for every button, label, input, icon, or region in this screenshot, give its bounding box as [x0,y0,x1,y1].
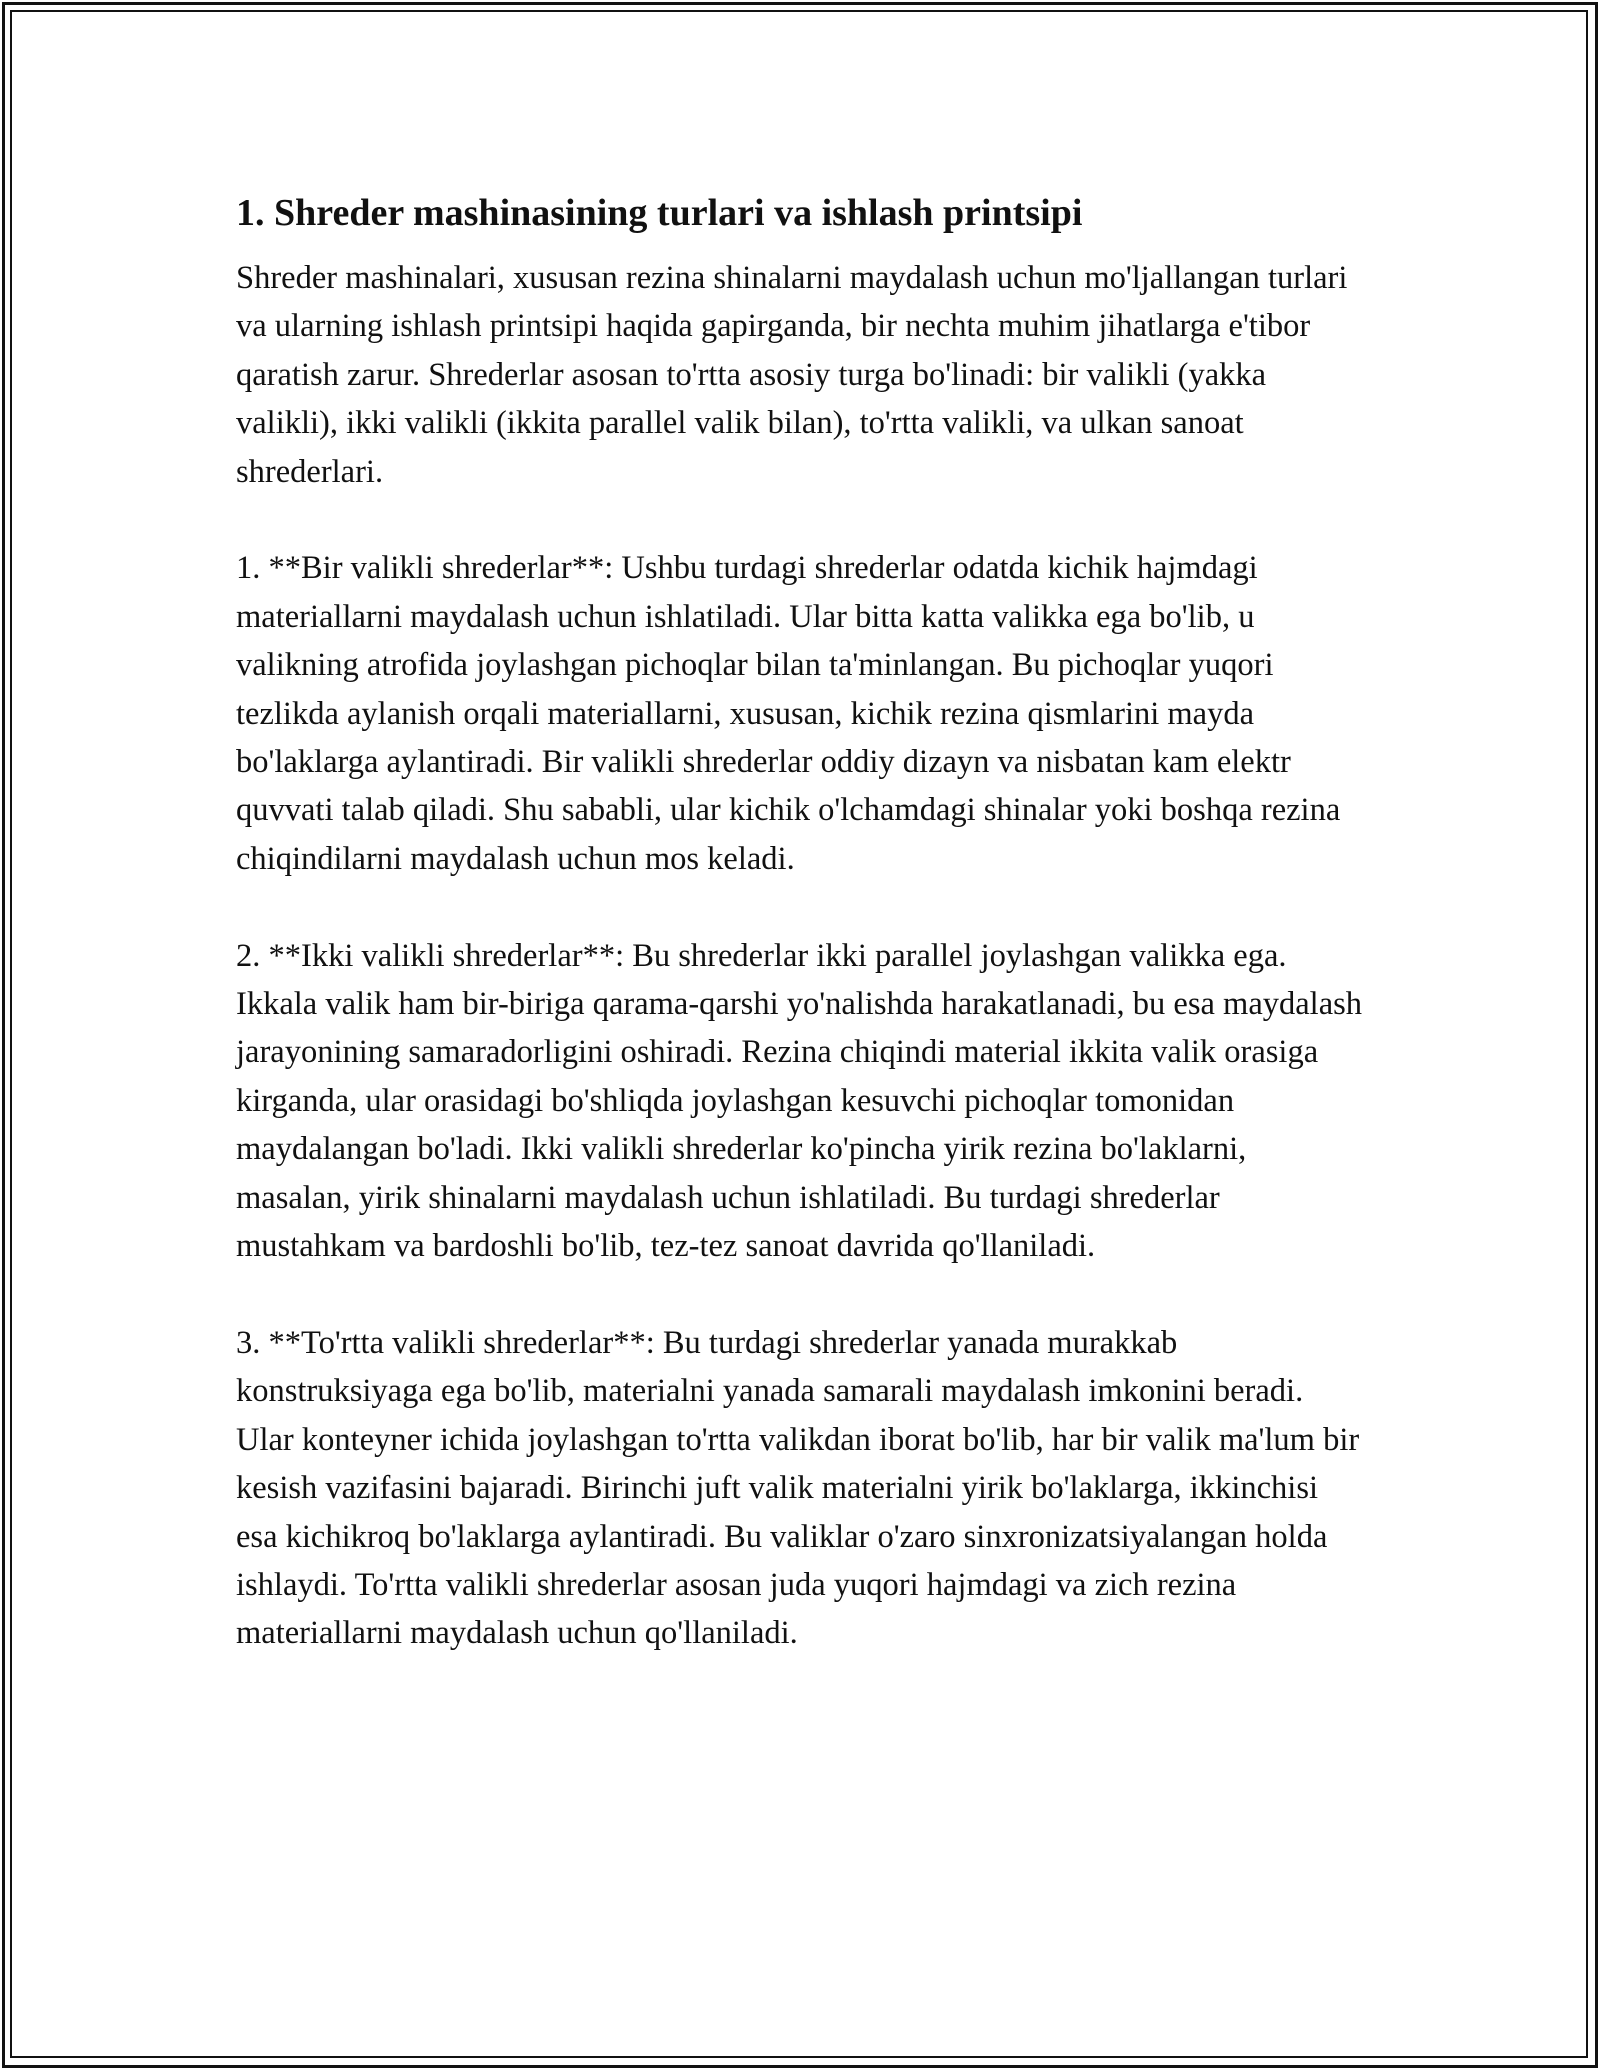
document-body [236,188,1366,1658]
document-title: 1. Shreder mashinasining turlari va ishlash printsipi [236,192,1083,234]
intro-paragraph: Shreder mashinalari, xususan rezina shinalarni maydalash uchun mo'ljallangan turlari va ularning ishlash printsipi haqida gapirganda, bir nechta muhim jihatlarga e'tibor qaratish zarur. Shrederlar asosan to'rtta asosiy turga bo'linadi: bir valikli (yakka valikli), ikki valikli (ikkita parallel valik bilan), to'rtta valikli, va ulkan sanoat shrederlari. [236,260,1348,490]
four-roller-shredder-paragraph: 3. **To'rtta valikli shrederlar**: Bu turdagi shrederlar yanada murakkab konstruksiyaga ega bo'lib, materialni yanada samarali maydalash imkonini beradi. Ular konteyner ichida joylashgan to'rtta valikdan iborat bo'lib, har bir valik ma'lum bir kesish vazifasini bajaradi. Birinchi juft valik materialni yirik bo'laklarga, ikkinchisi esa kichikroq bo'laklarga aylantiradi. Bu valiklar o'zaro sinxronizatsiyalangan holda ishlaydi. To'rtta valikli shrederlar asosan juda yuqori hajmdagi va zich rezina materiallarni maydalash uchun qo'llaniladi. [236,1324,1360,1652]
single-roller-shredder-paragraph: 1. **Bir valikli shrederlar**: Ushbu turdagi shrederlar odatda kichik hajmdagi materiallarni maydalash uchun ishlatiladi. Ular bitta katta valikka ega bo'lib, u valikning atrofida joylashgan pichoqlar bilan ta'minlangan. Bu pichoqlar yuqori tezlikda aylanish orqali materiallarni, xususan, kichik rezina qismlarini mayda bo'laklarga aylantiradi. Bir valikli shrederlar oddiy dizayn va nisbatan kam elektr quvvati talab qiladi. Shu sababli, ular kichik o'lchamdagi shinalar yoki boshqa rezina chiqindilarni maydalash uchun mos keladi. [236,550,1341,877]
double-roller-shredder-paragraph: 2. **Ikki valikli shrederlar**: Bu shrederlar ikki parallel joylashgan valikka ega. Ikkala valik ham bir-biriga qarama-qarshi yo'nalishda harakatlanadi, bu esa maydalash jarayonining samaradorligini oshiradi. Rezina chiqindi material ikkita valik orasiga kirganda, ular orasidagi bo'shliqda joylashgan kesuvchi pichoqlar tomonidan maydalangan bo'ladi. Ikki valikli shrederlar ko'pincha yirik rezina bo'laklarni, masalan, yirik shinalarni maydalash uchun ishlatiladi. Bu turdagi shrederlar mustahkam va bardoshli bo'lib, tez-tez sanoat davrida qo'llaniladi. [236,937,1363,1265]
